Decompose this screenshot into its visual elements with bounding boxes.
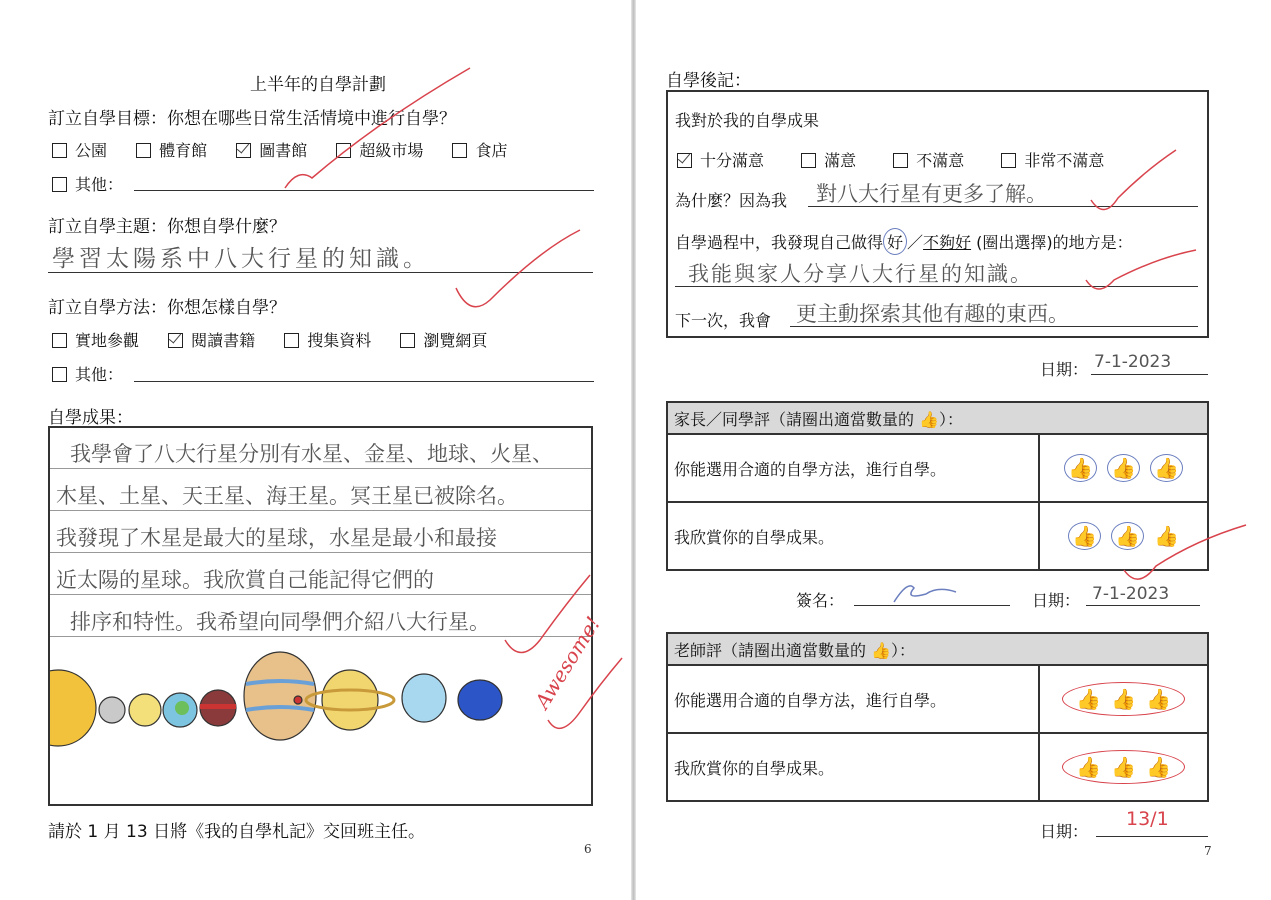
- checkbox[interactable]: [893, 153, 908, 168]
- good-circled: 好: [883, 228, 907, 255]
- goal-question: 訂立自學目標：你想在哪些日常生活情境中進行自學？: [48, 109, 456, 129]
- method-question: 訂立自學方法：你想怎樣自學？: [48, 298, 286, 318]
- satisfaction-options: [677, 148, 1104, 171]
- checkbox[interactable]: [801, 153, 816, 168]
- thumbs-up-icon[interactable]: 👍: [1111, 755, 1136, 779]
- thumbs-up-icon[interactable]: 👍: [1111, 687, 1136, 711]
- teacher-eval-header: 老師評（請圈出適當數量的 👍）：: [667, 633, 1208, 665]
- thumbs-up-icon[interactable]: 👍: [1076, 687, 1102, 711]
- checkbox[interactable]: [52, 367, 67, 382]
- checkbox[interactable]: [52, 143, 67, 158]
- checkbox[interactable]: [400, 333, 415, 348]
- page-number: 6: [584, 842, 592, 856]
- thumbs-up-icon: 👍: [871, 640, 892, 660]
- process-line: [675, 286, 1198, 287]
- why-answer: 對八大行星有更多了解。: [816, 182, 1047, 206]
- page-number: 7: [1204, 844, 1212, 858]
- method-option-browse[interactable]: 瀏覽網頁: [400, 331, 487, 350]
- teacher-row-1-text: 你能選用合適的自學方法，進行自學。: [667, 665, 1039, 733]
- option-very-satisfied[interactable]: 十分滿意: [677, 151, 764, 170]
- option-unsatisfied[interactable]: 不滿意: [893, 151, 964, 170]
- method-other[interactable]: 其他：: [52, 362, 123, 385]
- option-very-unsatisfied[interactable]: 非常不滿意: [1001, 151, 1104, 170]
- red-circle: [1062, 750, 1185, 784]
- result-line-5: 排序和特性。我希望向同學們介紹八大行星。: [70, 610, 490, 634]
- parent-row-1-text: 你能選用合適的自學方法，進行自學。: [667, 434, 1039, 502]
- goal-option-restaurant[interactable]: 食店: [452, 141, 507, 160]
- checkbox-checked[interactable]: [677, 153, 692, 168]
- teacher-date: 13/1: [1126, 808, 1169, 830]
- parent-date-line: [1086, 605, 1200, 606]
- checkbox[interactable]: [284, 333, 299, 348]
- planets-drawing: [50, 648, 591, 788]
- thumbs-up-icon[interactable]: 👍: [1107, 454, 1140, 482]
- reflection-label: 自學後記：: [666, 71, 751, 91]
- red-circle: [1062, 682, 1185, 716]
- checkbox[interactable]: [1001, 153, 1016, 168]
- goal-option-gym[interactable]: 體育館: [136, 141, 207, 160]
- checkbox[interactable]: [452, 143, 467, 158]
- teacher-date-line: [1096, 836, 1208, 837]
- goal-option-supermarket[interactable]: 超級市場: [336, 141, 423, 160]
- parent-row-1-thumbs[interactable]: [1039, 434, 1208, 502]
- signature-scribble: [886, 578, 966, 608]
- teacher-date-label: 日期：: [1040, 822, 1089, 841]
- method-option-reading[interactable]: 閱讀書籍: [168, 331, 255, 350]
- theme-answer-line: [48, 272, 593, 273]
- page-title: 上半年的自學計劃: [250, 75, 386, 95]
- result-line-2: 木星、土星、天王星、海王星。冥王星已被除名。: [56, 484, 518, 508]
- signature-label: 簽名：: [796, 591, 845, 610]
- reflection-box: [666, 90, 1209, 338]
- parent-date-label: 日期：: [1032, 591, 1081, 610]
- method-option-visit[interactable]: 實地參觀: [52, 331, 139, 350]
- goal-option-library[interactable]: 圖書館: [236, 141, 307, 160]
- option-satisfied[interactable]: 滿意: [801, 151, 856, 170]
- process-answer: 我能與家人分享八大行星的知識。: [688, 262, 1033, 286]
- parent-date: 7-1-2023: [1092, 584, 1170, 604]
- not-good: 不夠好: [923, 233, 972, 252]
- teacher-row-1-thumbs[interactable]: [1039, 665, 1208, 733]
- thumbs-up-icon: 👍: [919, 409, 940, 429]
- reflection-date: 7-1-2023: [1094, 352, 1172, 372]
- result-line-1: 我學會了八大行星分別有水星、金星、地球、火星、: [70, 442, 553, 466]
- thumbs-up-icon[interactable]: 👍: [1150, 454, 1183, 482]
- theme-question: 訂立自學主題：你想自學什麼？: [48, 217, 286, 237]
- process-prompt: 自學過程中，我發現自己做得 好 ／不夠好 (圈出選擇)的地方是：: [675, 228, 1133, 255]
- next-line: [790, 326, 1198, 327]
- checkbox[interactable]: [336, 143, 351, 158]
- reflection-date-line: [1091, 374, 1208, 375]
- thumbs-up-icon[interactable]: 👍: [1111, 522, 1144, 550]
- left-page: [0, 0, 632, 900]
- checkbox-checked[interactable]: [236, 143, 251, 158]
- thumbs-up-icon[interactable]: 👍: [1145, 755, 1171, 779]
- method-option-research[interactable]: 搜集資料: [284, 331, 371, 350]
- footer-note: 請於 1 月 13 日將《我的自學札記》交回班主任。: [48, 822, 426, 842]
- results-label: 自學成果：: [48, 408, 133, 428]
- checkbox[interactable]: [136, 143, 151, 158]
- parent-eval-header: 家長／同學評（請圈出適當數量的 👍）：: [667, 402, 1208, 434]
- goal-other[interactable]: 其他：: [52, 172, 123, 195]
- thumbs-up-icon[interactable]: 👍: [1064, 454, 1097, 482]
- why-line: [808, 206, 1198, 207]
- checkbox[interactable]: [52, 333, 67, 348]
- checkbox-checked[interactable]: [168, 333, 183, 348]
- result-line-3: 我發現了木星是最大的星球，水星是最小和最接: [56, 526, 497, 550]
- thumbs-up-icon[interactable]: 👍: [1145, 687, 1171, 711]
- parent-row-2-thumbs[interactable]: [1039, 502, 1208, 570]
- teacher-eval-table: [666, 632, 1209, 802]
- goal-other-line: [134, 190, 594, 191]
- theme-answer: 學習太陽系中八大行星的知識。: [52, 246, 430, 272]
- method-other-line: [134, 381, 594, 382]
- thumbs-up-icon[interactable]: 👍: [1068, 522, 1101, 550]
- results-box: [48, 426, 593, 806]
- goal-option-park[interactable]: 公園: [52, 141, 107, 160]
- method-options: [52, 328, 487, 351]
- next-label: 下一次，我會: [675, 311, 772, 330]
- right-page: [636, 0, 1271, 900]
- reflection-date-label: 日期：: [1040, 360, 1089, 379]
- checkbox[interactable]: [52, 177, 67, 192]
- result-line-4: 近太陽的星球。我欣賞自己能記得它們的: [56, 568, 434, 592]
- parent-eval-table: [666, 401, 1209, 571]
- thumbs-up-icon[interactable]: 👍: [1153, 524, 1179, 548]
- satisfaction-prompt: 我對於我的自學成果: [675, 111, 820, 130]
- parent-row-2-text: 我欣賞你的自學成果。: [667, 502, 1039, 570]
- teacher-comment: Awesome!: [530, 612, 606, 713]
- next-answer: 更主動探索其他有趣的東西。: [796, 302, 1069, 326]
- thumbs-up-icon[interactable]: 👍: [1076, 755, 1102, 779]
- teacher-row-2-text: 我欣賞你的自學成果。: [667, 733, 1039, 801]
- goal-options: [52, 138, 507, 161]
- teacher-row-2-thumbs[interactable]: [1039, 733, 1208, 801]
- why-label: 為什麼？因為我: [675, 191, 788, 210]
